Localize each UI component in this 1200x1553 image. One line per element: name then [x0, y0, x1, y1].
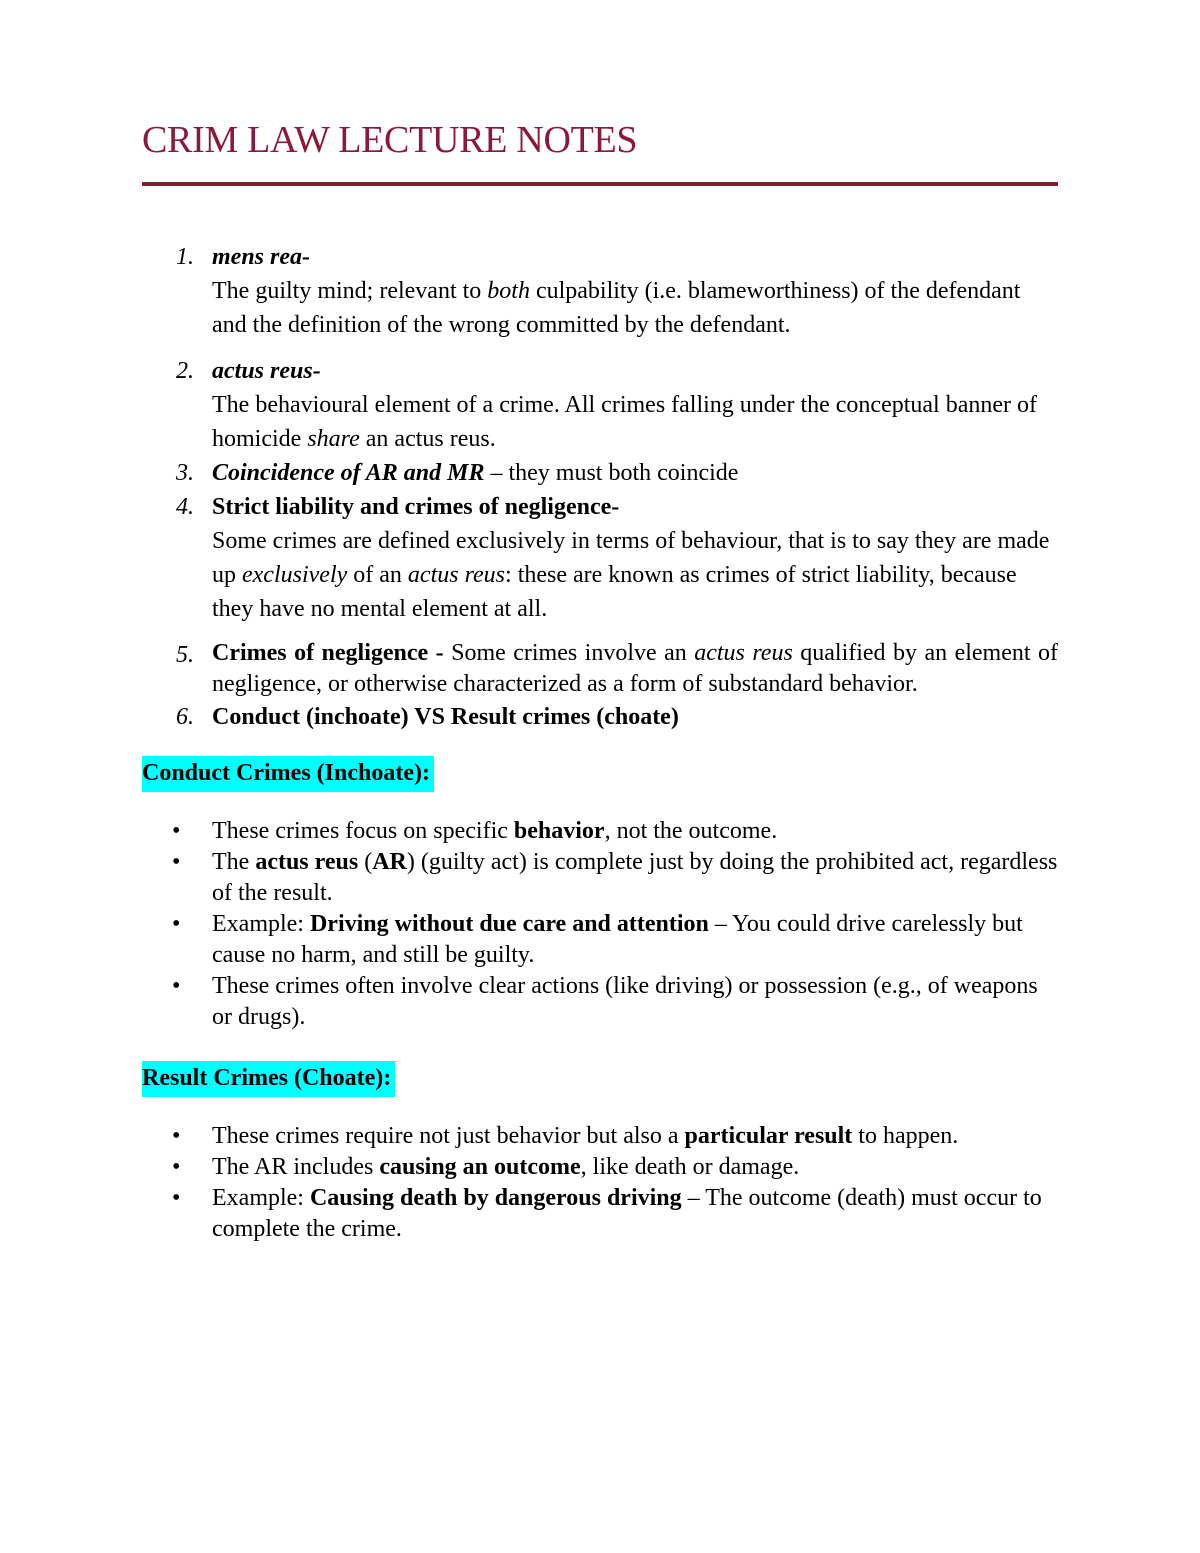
list-item — [142, 354, 1058, 456]
list-number: 1. — [176, 244, 194, 270]
term-label: mens rea- — [212, 244, 310, 270]
item-text: Coincidence of AR and MR – they must both coincide — [212, 460, 739, 486]
list-item: • Example: Causing death by dangerous driving – The outcome (death) must occur to complete the crime. — [172, 1185, 1042, 1242]
term-label: Conduct (inchoate) VS Result crimes (choate) — [212, 704, 679, 730]
list-item: • The AR includes causing an outcome, like death or damage. — [172, 1154, 800, 1180]
section-heading-result: Result Crimes (Choate): — [142, 1061, 395, 1097]
page-title: CRIM LAW LECTURE NOTES — [142, 119, 638, 161]
notes-body — [142, 240, 1058, 1245]
list-number: 5. — [176, 642, 194, 668]
list-item — [142, 638, 1058, 700]
item-text: Some crimes are defined exclusively in terms of behaviour, that is to say they are made up exclusively of an actus reus: these are known as crimes of strict liability, because they have no mental element at all. — [212, 528, 1050, 622]
list-item — [142, 700, 1058, 734]
list-item — [142, 456, 1058, 490]
list-item: • Example: Driving without due care and attention – You could drive carelessly but cause no harm, and still be guilty. — [172, 911, 1023, 968]
numbered-list — [142, 240, 1058, 734]
conduct-bullet-list — [142, 816, 1058, 1033]
item-text: The behavioural element of a crime. All crimes falling under the conceptual banner of homicide share an actus reus. — [212, 392, 1037, 452]
list-item: • These crimes require not just behavior but also a particular result to happen. — [172, 1123, 959, 1149]
list-item: • These crimes focus on specific behavior, not the outcome. — [172, 818, 778, 844]
list-number: 6. — [176, 704, 194, 730]
item-text: Crimes of negligence - Some crimes involve an actus reus qualified by an element of negligence, or otherwise characterized as a form of substandard behavior. — [212, 640, 1059, 697]
list-item — [142, 490, 1058, 626]
item-text: The guilty mind; relevant to both culpability (i.e. blameworthiness) of the defendant and the definition of the wrong committed by the defendant. — [212, 278, 1021, 338]
list-number: 3. — [176, 460, 194, 486]
term-label: actus reus- — [212, 358, 321, 384]
section-heading-conduct: Conduct Crimes (Inchoate): — [142, 756, 434, 792]
result-bullet-list — [142, 1121, 1058, 1245]
list-item: • These crimes often involve clear actions (like driving) or possession (e.g., of weapons or drugs). — [172, 973, 1038, 1030]
title-divider — [142, 182, 1058, 186]
list-item — [142, 240, 1058, 342]
list-number: 2. — [176, 358, 194, 384]
list-item: • The actus reus (AR) (guilty act) is complete just by doing the prohibited act, regardless of the result. — [172, 849, 1058, 906]
term-label: Strict liability and crimes of negligence- — [212, 494, 620, 520]
list-number: 4. — [176, 494, 194, 520]
